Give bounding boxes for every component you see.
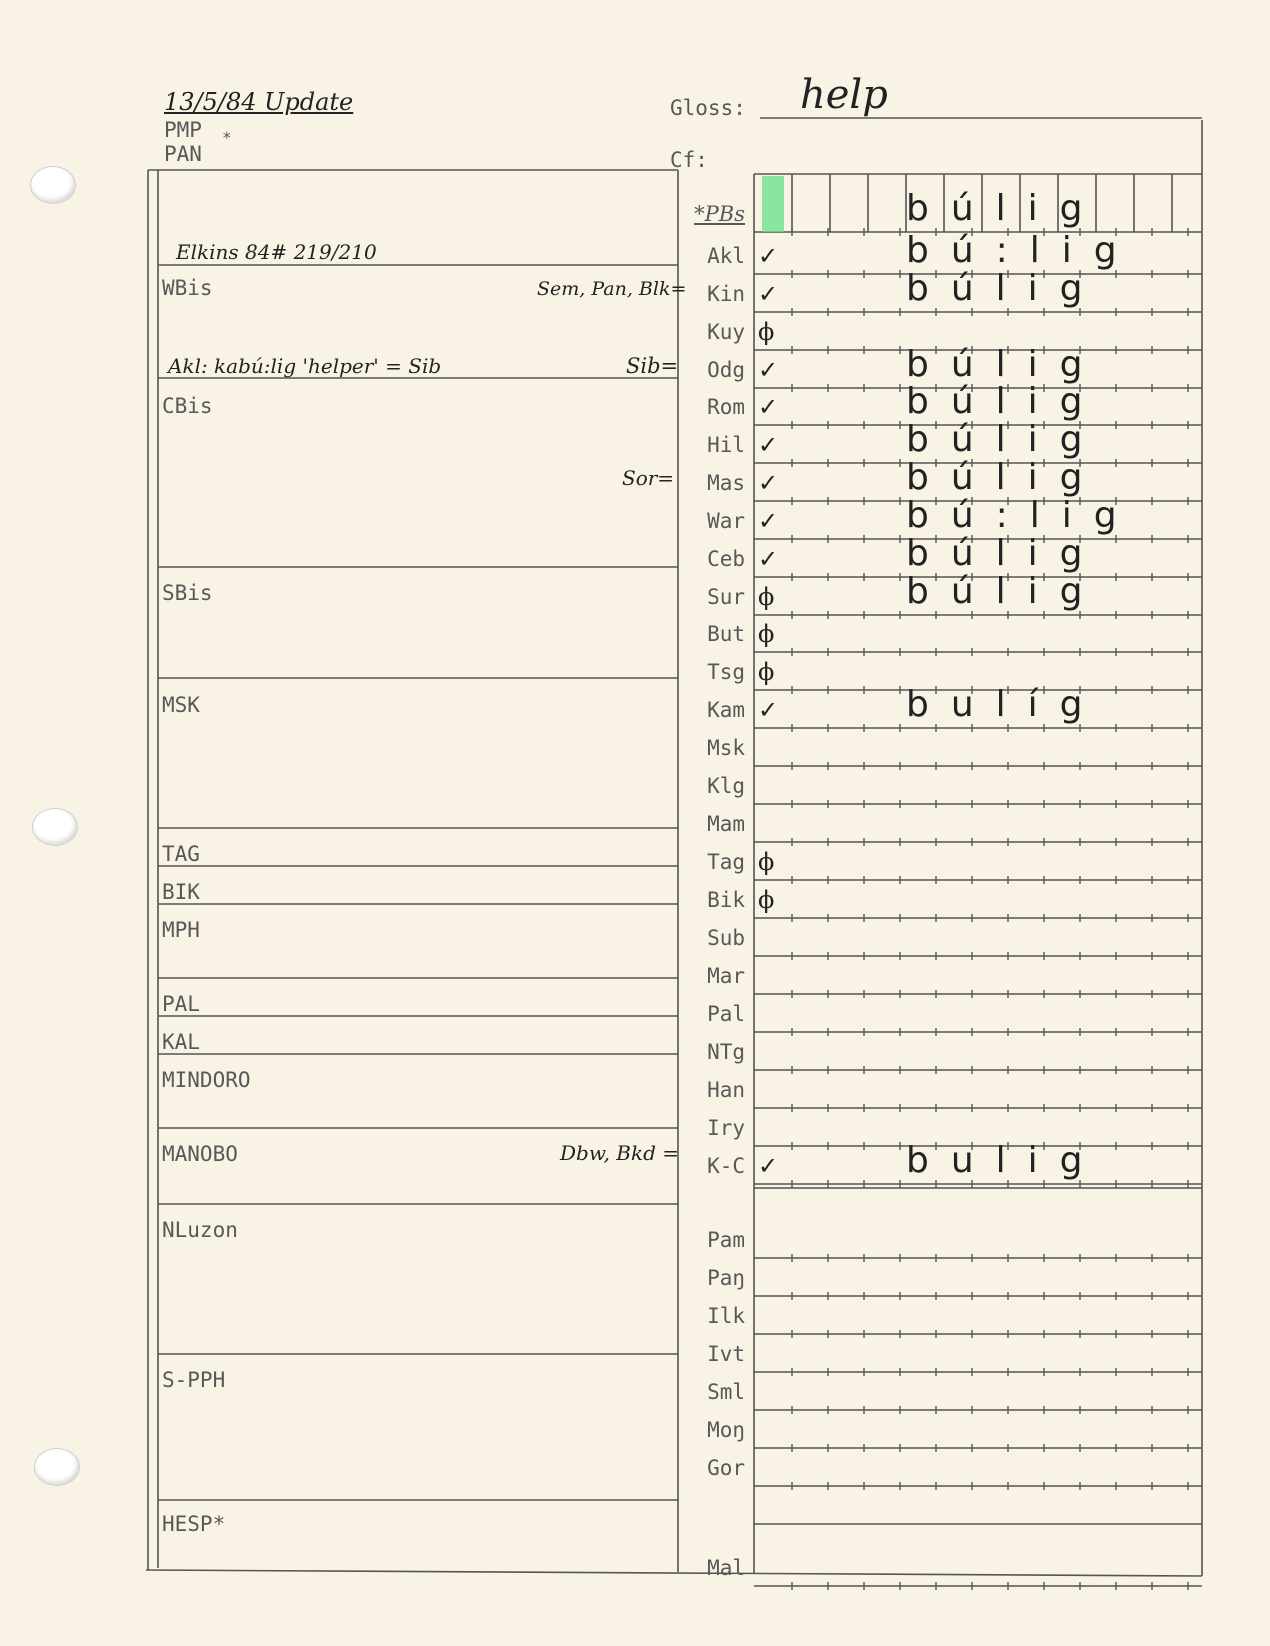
section-manobo: MANOBO (162, 1142, 238, 1166)
check-mark: ✓ (758, 431, 779, 459)
section-nluzon: NLuzon (162, 1218, 238, 1242)
null-mark: ϕ (758, 848, 775, 876)
row-language-label: Kam (707, 698, 745, 722)
row-language-label: NTg (707, 1040, 745, 1064)
row-language-label: Tag (707, 850, 745, 874)
section-hesp: HESP* (162, 1512, 226, 1536)
row-language-label: Hil (707, 433, 745, 457)
row-language-label: Tsg (707, 660, 745, 684)
row-language-label: Iry (707, 1116, 745, 1140)
cf-label: Cf: (670, 148, 708, 172)
gloss-value: help (800, 72, 888, 118)
row-language-label: Kin (707, 282, 745, 306)
sor-note: Sor= (622, 466, 675, 490)
elkins-note: Elkins 84# 219/210 (176, 240, 377, 264)
row-language-label: Bik (707, 888, 745, 912)
section-wbis: WBis (162, 276, 213, 300)
row-language-label: Ivt (707, 1342, 745, 1366)
row-form: búlig (906, 533, 1105, 574)
row-form: búlig (906, 188, 1105, 229)
sib-note: Sib= (626, 354, 679, 378)
row-language-label: Mal (707, 1556, 745, 1580)
section-cbis: CBis (162, 394, 213, 418)
row-language-label: Ceb (707, 547, 745, 571)
null-mark: ϕ (758, 886, 775, 914)
row-language-label: War (707, 509, 745, 533)
row-language-label: Kuy (707, 320, 745, 344)
row-form: búlig (906, 457, 1105, 498)
null-mark: ϕ (758, 318, 775, 346)
gloss-label: Gloss: (670, 96, 746, 120)
check-mark: ✓ (758, 393, 779, 421)
row-language-label: Klg (707, 774, 745, 798)
date-note: 13/5/84 Update (164, 88, 354, 116)
akl-note: Akl: kabú:lig 'helper' = Sib (168, 354, 442, 378)
section-kal: KAL (162, 1030, 200, 1054)
pan-label: PAN (164, 142, 202, 166)
check-mark: ✓ (758, 545, 779, 573)
null-mark: ϕ (758, 658, 775, 686)
highlighter-mark (762, 176, 784, 232)
row-form: bú:lig (906, 230, 1139, 271)
row-language-label: Gor (707, 1456, 745, 1480)
row-form: búlig (906, 268, 1105, 309)
check-mark: ✓ (758, 1152, 779, 1180)
row-form: búlig (906, 381, 1105, 422)
section-mph: MPH (162, 918, 200, 942)
sem-note: Sem, Pan, Blk= (537, 278, 687, 300)
row-form: bulig (906, 1140, 1105, 1181)
row-language-label: Sur (707, 585, 745, 609)
check-mark: ✓ (758, 507, 779, 535)
row-language-label: Han (707, 1078, 745, 1102)
dbw-note: Dbw, Bkd = (560, 1141, 680, 1165)
row-form: bú:lig (906, 495, 1139, 536)
check-mark: ✓ (758, 469, 779, 497)
null-mark: ϕ (758, 583, 775, 611)
section-tag: TAG (162, 842, 200, 866)
check-mark: ✓ (758, 356, 779, 384)
row-language-label: *PBs (694, 202, 745, 226)
pmp-star: * (222, 128, 232, 147)
row-language-label: Moŋ (707, 1418, 745, 1442)
row-language-label: K-C (707, 1154, 745, 1178)
row-language-label: Mas (707, 471, 745, 495)
row-language-label: Odg (707, 358, 745, 382)
pmp-label: PMP (164, 118, 202, 142)
row-language-label: Sub (707, 926, 745, 950)
row-language-label: Rom (707, 395, 745, 419)
check-mark: ✓ (758, 242, 779, 270)
section-bik: BIK (162, 880, 200, 904)
section-msk: MSK (162, 693, 200, 717)
row-language-label: Ilk (707, 1304, 745, 1328)
check-mark: ✓ (758, 696, 779, 724)
row-language-label: Pal (707, 1002, 745, 1026)
section-sbis: SBis (162, 581, 213, 605)
row-form: búlig (906, 419, 1105, 460)
row-language-label: But (707, 622, 745, 646)
null-mark: ϕ (758, 620, 775, 648)
row-language-label: Sml (707, 1380, 745, 1404)
row-form: búlig (906, 571, 1105, 612)
section-s-pph: S-PPH (162, 1368, 226, 1392)
row-form: búlig (906, 344, 1105, 385)
section-mindoro: MINDORO (162, 1068, 251, 1092)
row-language-label: Akl (707, 244, 745, 268)
row-language-label: Paŋ (707, 1266, 745, 1290)
section-pal: PAL (162, 992, 200, 1016)
row-language-label: Mar (707, 964, 745, 988)
check-mark: ✓ (758, 280, 779, 308)
row-language-label: Msk (707, 736, 745, 760)
row-language-label: Mam (707, 812, 745, 836)
row-language-label: Pam (707, 1228, 745, 1252)
row-form: bulíg (906, 684, 1105, 725)
